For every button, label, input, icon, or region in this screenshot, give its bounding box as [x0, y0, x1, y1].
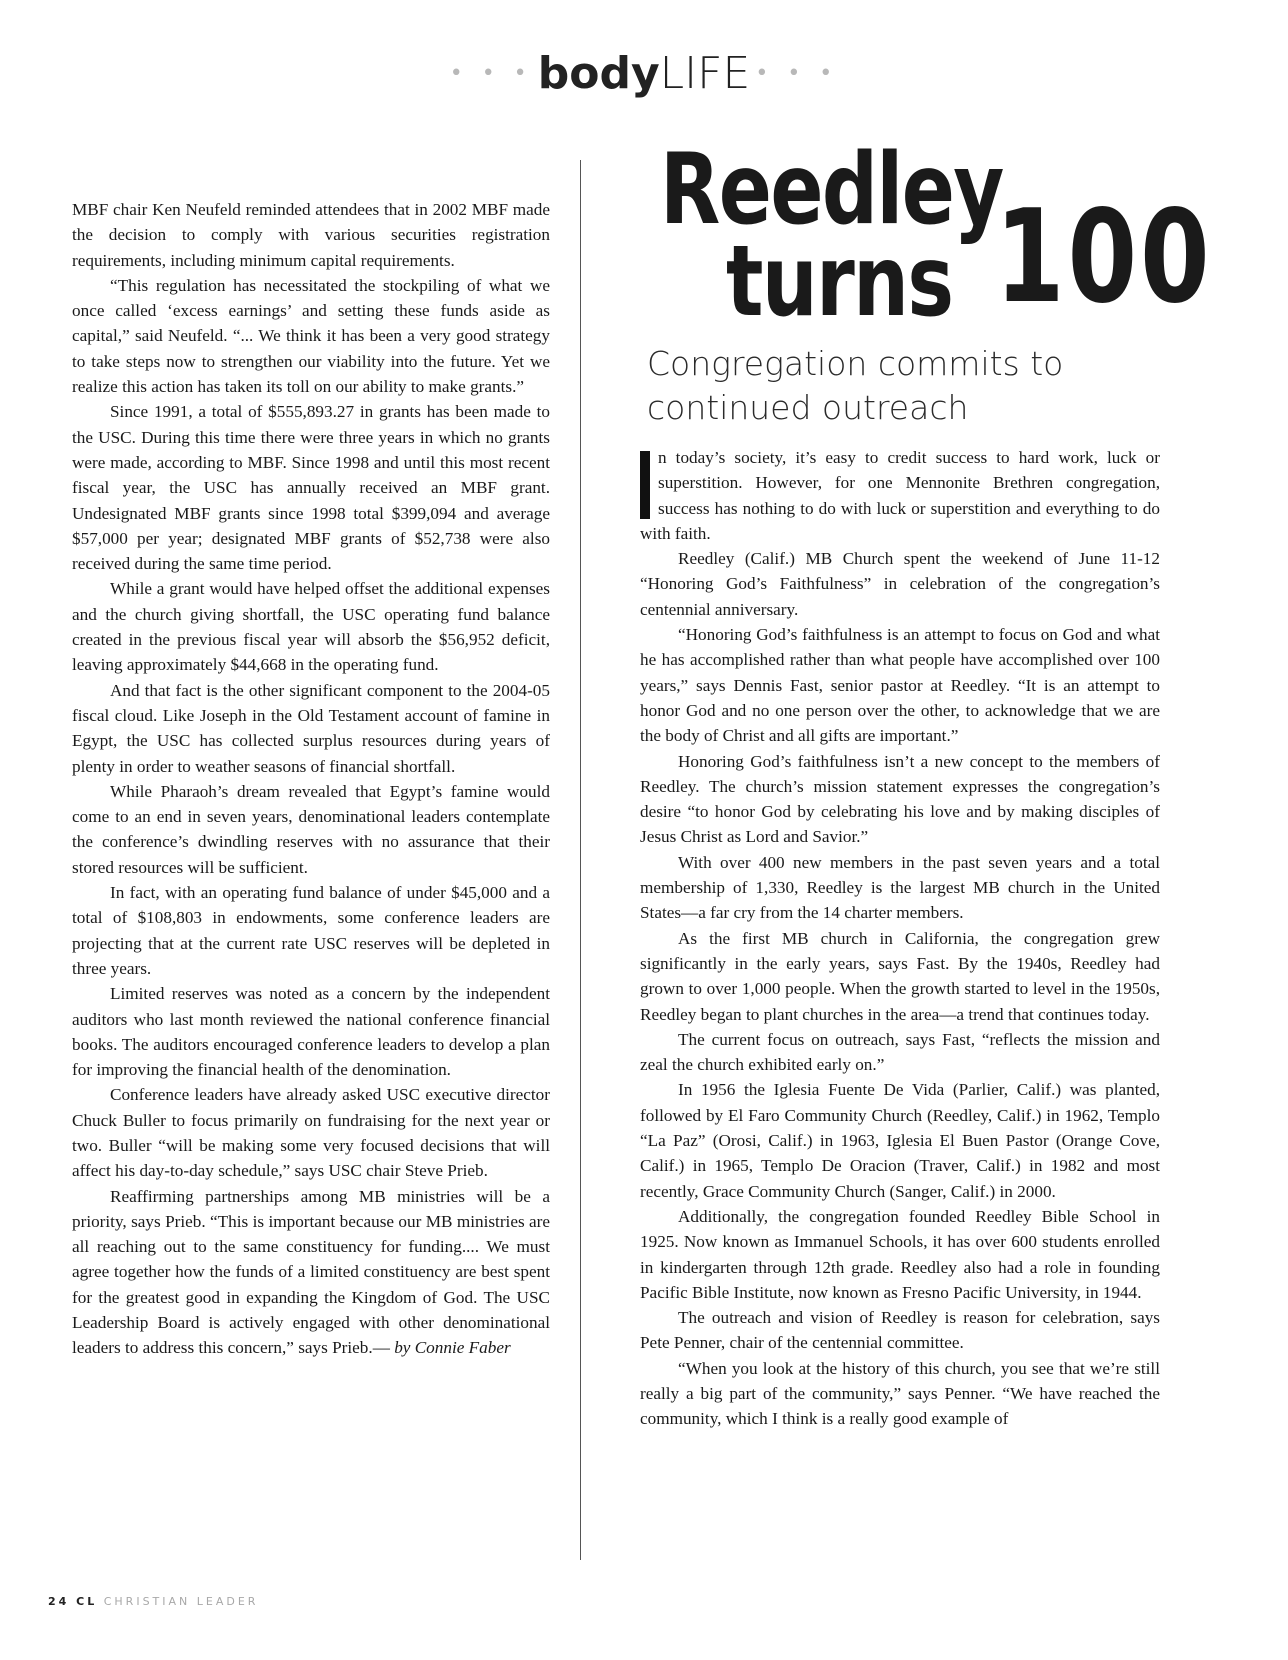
left-paragraph-4: While a grant would have helped offset the additional expenses and the church giving shortfall, the USC operating fund balance created in the previous fiscal year will absorb the $56,952 deficit, leaving approximately $44,668 in the operating fund. — [72, 579, 550, 675]
right-paragraph-7: The current focus on outreach, says Fast, “reflects the mission and zeal the church exhibited early on.” — [640, 1029, 1160, 1075]
left-paragraph-7: In fact, with an operating fund balance of under $45,000 and a total of $108,803 in endowments, some conference leaders are projecting that at the current rate USC reserves will be depleted in three years. — [72, 883, 550, 978]
header-dots-right: • • • — [755, 61, 839, 86]
right-paragraph-10: The outreach and vision of Reedley is reason for celebration, says Pete Penner, chair of the centennial committee. — [640, 1308, 1160, 1353]
section-title-light: LIFE — [659, 48, 751, 99]
page-number: 24 CL — [48, 1595, 98, 1608]
right-paragraph-5: With over 400 new members in the past seven years and a total membership of 1,330, Reedley is the largest MB church in the United States—a far cry from the 14 charter members. — [640, 852, 1160, 923]
left-paragraph-3: Since 1991, a total of $555,893.27 in grants has been made to the USC. During this time there were three years in which no grants were made, according to MBF. Since 1998 and until this most recent fiscal year, the USC has annually received an MBF grant. Undesignated MBF grants since 1998 total $399,094 and average $57,000 per year; designated MBF grants of $52,738 were also received during the same time period. — [72, 402, 550, 574]
left-paragraph-5: And that fact is the other significant component to the 2004-05 fiscal cloud. Like Joseph in the Old Testament account of famine in Egypt, the USC has collected surplus resources during years of plenty in order to weather seasons of financial shortfall. — [72, 680, 550, 776]
column-divider — [580, 160, 581, 1560]
right-paragraph-3: “Honoring God’s faithfulness is an attempt to focus on God and what he has accomplished rather than what people have accomplished over 100 years,” says Dennis Fast, senior pastor at Reedley. “It is an attempt to honor God and no one person over the other, to acknowledge that we are the body of Christ and all gifts are important.” — [640, 625, 1160, 746]
right-paragraph-1 — [640, 445, 1160, 546]
right-paragraph-6: As the first MB church in California, the congregation grew significantly in the early years, says Fast. By the 1940s, Reedley had grown to over 1,000 people. When the growth started to level in the 1950s, Reedley began to plant churches in the area—a trend that continues today. — [640, 928, 1160, 1024]
left-paragraph-1: MBF chair Ken Neufeld reminded attendees that in 2002 MBF made the decision to comply with various securities registration requirements, including minimum capital requirements. — [72, 200, 550, 270]
left-column — [72, 197, 550, 1361]
right-paragraph-4: Honoring God’s faithfulness isn’t a new concept to the members of Reedley. The church’s mission statement expresses the congregation’s desire “to honor God by celebrating his love and by making disciples of Jesus Christ as Lord and Savior.” — [640, 751, 1160, 847]
headline-reedley: Reedley — [660, 133, 1003, 247]
right-paragraph-8: In 1956 the Iglesia Fuente De Vida (Parlier, Calif.) was planted, followed by El Faro Community Church (Reedley, Calif.) in 1962, Templo “La Paz” (Orosi, Calif.) in 1963, Iglesia El Buen Pastor (Orange Cove, Calif.) in 1965, Templo De Oracion (Traver, Calif.) in 1982 and most recently, Grace Community Church (Sanger, Calif.) in 2000. — [640, 1080, 1160, 1201]
headline-turns: turns — [726, 225, 953, 339]
right-paragraph-1-text: n today’s society, it’s easy to credit success to hard work, luck or superstition. However, for one Mennonite Brethren congregation, success has nothing to do with luck or superstition and everything to do with faith. — [640, 448, 1160, 543]
left-paragraph-2: “This regulation has necessitated the stockpiling of what we once called ‘excess earnings’ and setting these funds aside as capital,” said Neufeld. “... We think it has been a very good strategy to take steps now to strengthen our viability into the future. Yet we realize this action has taken its toll on our ability to make grants.” — [72, 275, 550, 397]
left-paragraph-8: Limited reserves was noted as a concern by the independent auditors who last month reviewed the national conference financial books. The auditors encouraged conference leaders to develop a plan for improving the financial health of the denomination. — [72, 984, 550, 1080]
right-column — [640, 445, 1160, 1432]
right-paragraph-11: “When you look at the history of this church, you see that we’re still really a big part of the community,” says Penner. “We have reached the community, which I think is a really good example of — [640, 1358, 1160, 1429]
right-paragraph-2: Reedley (Calif.) MB Church spent the weekend of June 11-12 “Honoring God’s Faithfulness” in celebration of the congregation’s centennial anniversary. — [640, 549, 1160, 619]
left-paragraph-6: While Pharaoh’s dream revealed that Egypt’s famine would come to an end in seven years, denominational leaders contemplate the conference’s dwindling reserves with no assurance that their stored resources will be sufficient. — [72, 781, 550, 877]
section-title — [538, 48, 751, 99]
article-headline — [640, 133, 1260, 340]
left-paragraph-10 — [72, 1184, 550, 1361]
byline: by Connie Faber — [394, 1338, 511, 1358]
page-footer — [48, 1595, 258, 1608]
right-paragraph-9: Additionally, the congregation founded Reedley Bible School in 1925. Now known as Immanuel Schools, it has over 600 students enrolled in kindergarten through 12th grade. Reedley also had a role in founding Pacific Bible Institute, now known as Fresno Pacific University, in 1944. — [640, 1206, 1160, 1302]
headline-100: 100 — [995, 183, 1213, 332]
article-subhead: Congregation commits to continued outreach — [647, 344, 1064, 427]
publication-name: CHRISTIAN LEADER — [103, 1595, 259, 1608]
header-dots-left: • • • — [449, 61, 533, 86]
section-header — [0, 48, 1288, 99]
dropcap-i — [640, 451, 650, 519]
left-paragraph-10-text: Reaffirming partnerships among MB ministries will be a priority, says Prieb. “This is important because our MB ministries are all reaching out to the same constituency for funding.... We must agree together how the funds of a limited constituency are best spent for the greatest good in expanding the Kingdom of God. The USC Leadership Board is actively engaged with other denominational leaders to address this concern,” says Prieb.— — [72, 1186, 550, 1358]
section-title-bold: body — [537, 48, 660, 99]
left-paragraph-9: Conference leaders have already asked USC executive director Chuck Buller to focus primarily on fundraising for the next year or two. Buller “will be making some very focused decisions that will affect his day-to-day schedule,” says USC chair Steve Prieb. — [72, 1085, 550, 1181]
